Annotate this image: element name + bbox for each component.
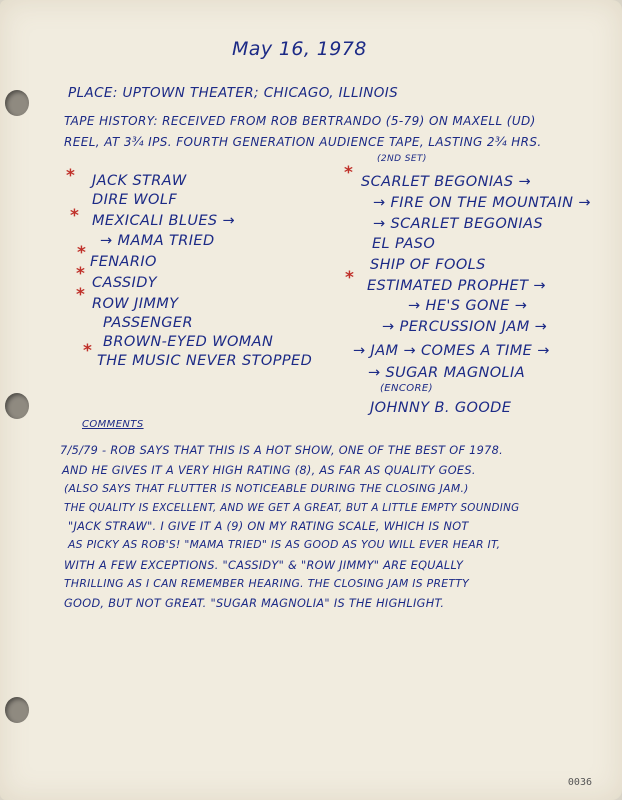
set1-song: ROW JIMMY — [92, 296, 179, 312]
comment-line: THE QUALITY IS EXCELLENT, AND WE GET A GREAT, BUT A LITTLE EMPTY SOUNDING — [64, 502, 520, 514]
set1-song: THE MUSIC NEVER STOPPED — [97, 353, 313, 369]
set1-song: CASSIDY — [92, 275, 158, 291]
set2-song: EL PASO — [372, 236, 436, 252]
set1-song: → MAMA TRIED — [100, 233, 215, 249]
set2-song: → PERCUSSION JAM → — [382, 319, 548, 335]
star-marker: * — [344, 163, 353, 183]
star-marker: * — [70, 206, 79, 226]
encore-label: (ENCORE) — [380, 383, 433, 394]
set2-song: SCARLET BEGONIAS → — [361, 174, 531, 190]
page-number: 0036 — [567, 777, 592, 788]
set1-song: BROWN-EYED WOMAN — [103, 334, 274, 350]
set2-song: → JAM → COMES A TIME → — [353, 343, 550, 359]
comment-line: "JACK STRAW". I GIVE IT A (9) ON MY RATING SCALE, WHICH IS NOT — [68, 520, 469, 533]
comment-line: (ALSO SAYS THAT FLUTTER IS NOTICEABLE DURING THE CLOSING JAM.) — [64, 482, 469, 495]
set1-song: MEXICALI BLUES → — [92, 213, 236, 229]
star-marker: * — [76, 264, 85, 284]
comment-line: GOOD, BUT NOT GREAT. "SUGAR MAGNOLIA" IS THE HIGHLIGHT. — [64, 597, 445, 610]
star-marker: * — [345, 268, 354, 288]
star-marker: * — [66, 166, 75, 186]
set1-song: DIRE WOLF — [92, 192, 178, 208]
comment-line: AND HE GIVES IT A VERY HIGH RATING (8), AS FAR AS QUALITY GOES. — [62, 464, 476, 477]
set1-song: JACK STRAW — [92, 173, 187, 189]
binder-hole-top — [5, 90, 29, 116]
tape-history-line-1: TAPE HISTORY: RECEIVED FROM ROB BERTRANDO (5-79) ON MAXELL (UD) — [64, 114, 536, 128]
set2-song: ESTIMATED PROPHET → — [367, 278, 546, 294]
comment-line: 7/5/79 - ROB SAYS THAT THIS IS A HOT SHOW, ONE OF THE BEST OF 1978. — [60, 444, 503, 457]
set1-song: PASSENGER — [103, 315, 193, 331]
set2-song: SHIP OF FOOLS — [370, 257, 486, 273]
comment-line: WITH A FEW EXCEPTIONS. "CASSIDY" & "ROW JIMMY" ARE EQUALLY — [64, 559, 464, 572]
comment-line: AS PICKY AS ROB'S! "MAMA TRIED" IS AS GOOD AS YOU WILL EVER HEAR IT, — [68, 538, 501, 551]
star-marker: * — [76, 285, 85, 305]
page-title: May 16, 1978 — [232, 38, 367, 60]
comments-heading: COMMENTS — [82, 419, 144, 430]
binder-hole-bottom — [5, 697, 29, 723]
set2-label: (2ND SET) — [377, 154, 427, 164]
encore-song: JOHNNY B. GOODE — [370, 400, 512, 416]
star-marker: * — [83, 341, 92, 361]
star-marker: * — [77, 243, 86, 263]
comment-line: THRILLING AS I CAN REMEMBER HEARING. THE CLOSING JAM IS PRETTY — [64, 577, 470, 590]
set2-song: → SCARLET BEGONIAS — [373, 216, 543, 232]
set1-song: FENARIO — [90, 254, 157, 270]
tape-history-line-2: REEL, AT 3¾ IPS. FOURTH GENERATION AUDIENCE TAPE, LASTING 2¾ HRS. — [64, 135, 542, 149]
set2-song: → SUGAR MAGNOLIA — [368, 365, 526, 381]
set2-song: → FIRE ON THE MOUNTAIN → — [373, 195, 591, 211]
set2-song: → HE'S GONE → — [408, 298, 528, 314]
place-line: PLACE: UPTOWN THEATER; CHICAGO, ILLINOIS — [68, 85, 399, 101]
binder-hole-middle — [5, 393, 29, 419]
